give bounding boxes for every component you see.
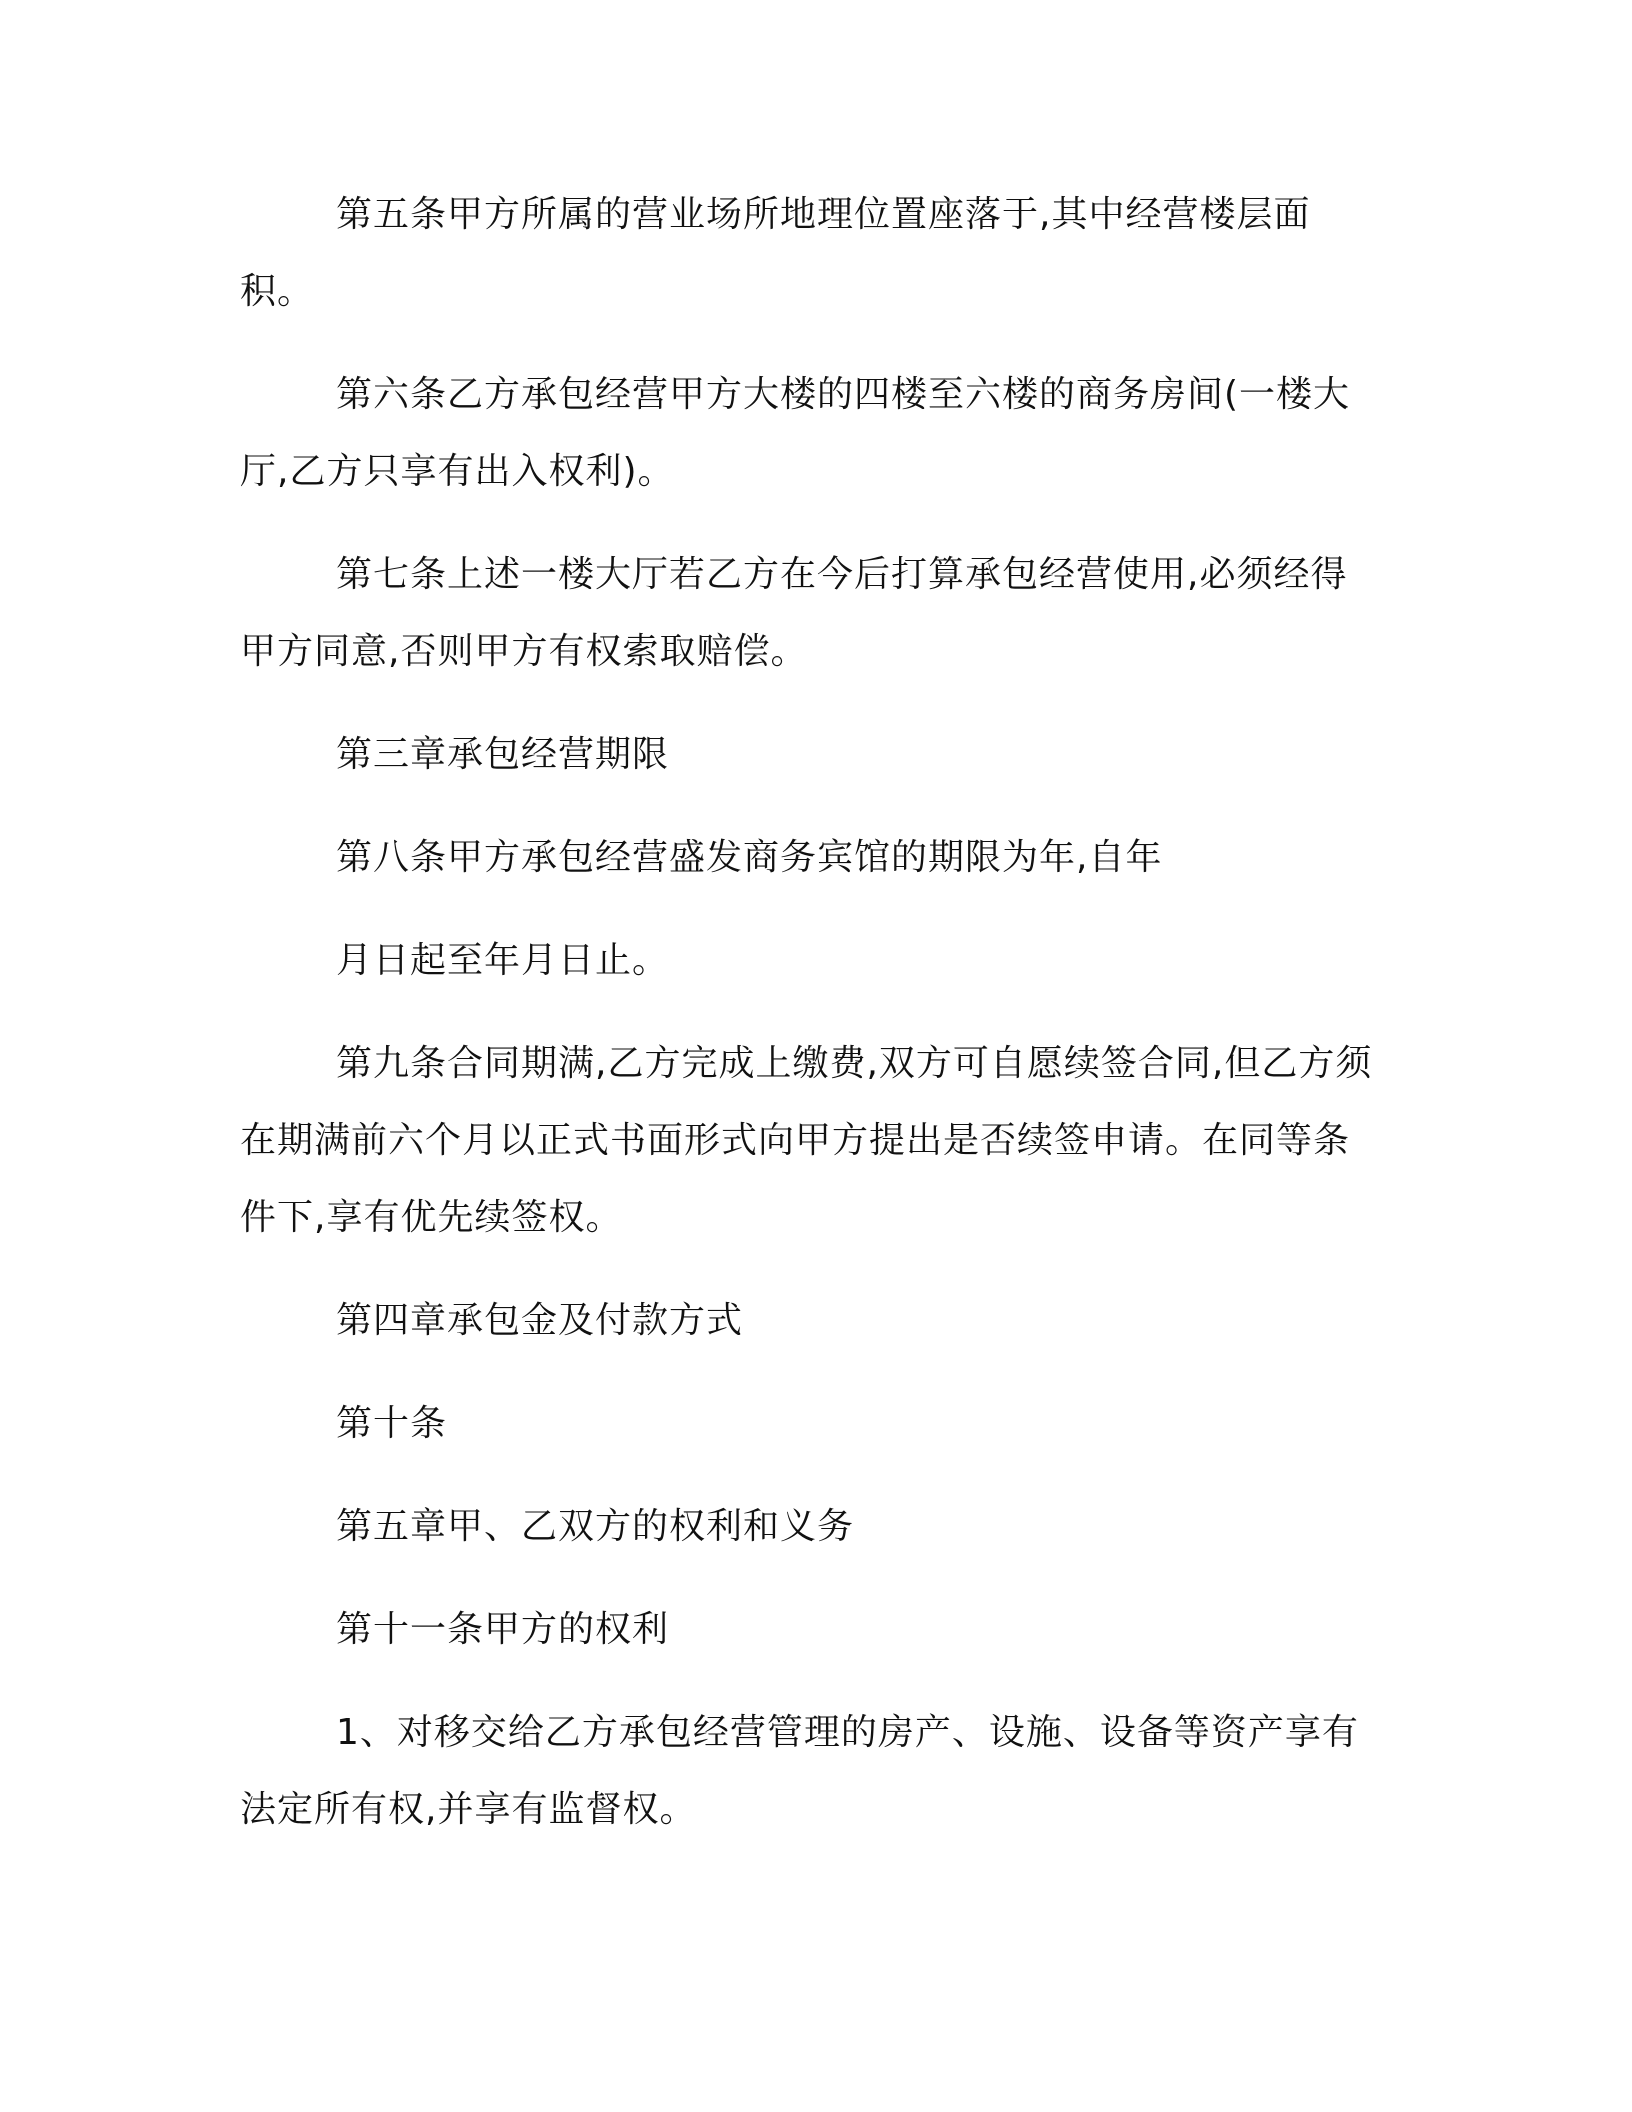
chapter-4-heading: 第四章承包金及付款方式 <box>336 1300 744 1341</box>
clause-8: 第八条甲方承包经营盛发商务宾馆的期限为年,自年 <box>336 837 1163 878</box>
clause-11-item-1: 1、对移交给乙方承包经营管理的房产、设施、设备等资产享有法定所有权,并享有监督权。 <box>240 1712 1359 1830</box>
document-body <box>240 176 1380 1874</box>
clause-5: 第五条甲方所属的营业场所地理位置座落于,其中经营楼层面积。 <box>240 194 1311 312</box>
clause-9: 第九条合同期满,乙方完成上缴费,双方可自愿续签合同,但乙方须在期满前六个月以正式书面形式向甲方提出是否续签申请。在同等条件下,享有优先续签权。 <box>240 1043 1373 1238</box>
chapter-5-heading: 第五章甲、乙双方的权利和义务 <box>336 1506 855 1547</box>
clause-10: 第十条 <box>336 1403 448 1444</box>
clause-6: 第六条乙方承包经营甲方大楼的四楼至六楼的商务房间(一楼大厅,乙方只享有出入权利)。 <box>240 374 1351 492</box>
clause-11: 第十一条甲方的权利 <box>336 1609 670 1650</box>
clause-8-continued: 月日起至年月日止。 <box>336 940 670 981</box>
clause-7: 第七条上述一楼大厅若乙方在今后打算承包经营使用,必须经得甲方同意,否则甲方有权索取赔偿。 <box>240 554 1348 672</box>
chapter-3-heading: 第三章承包经营期限 <box>336 734 670 775</box>
